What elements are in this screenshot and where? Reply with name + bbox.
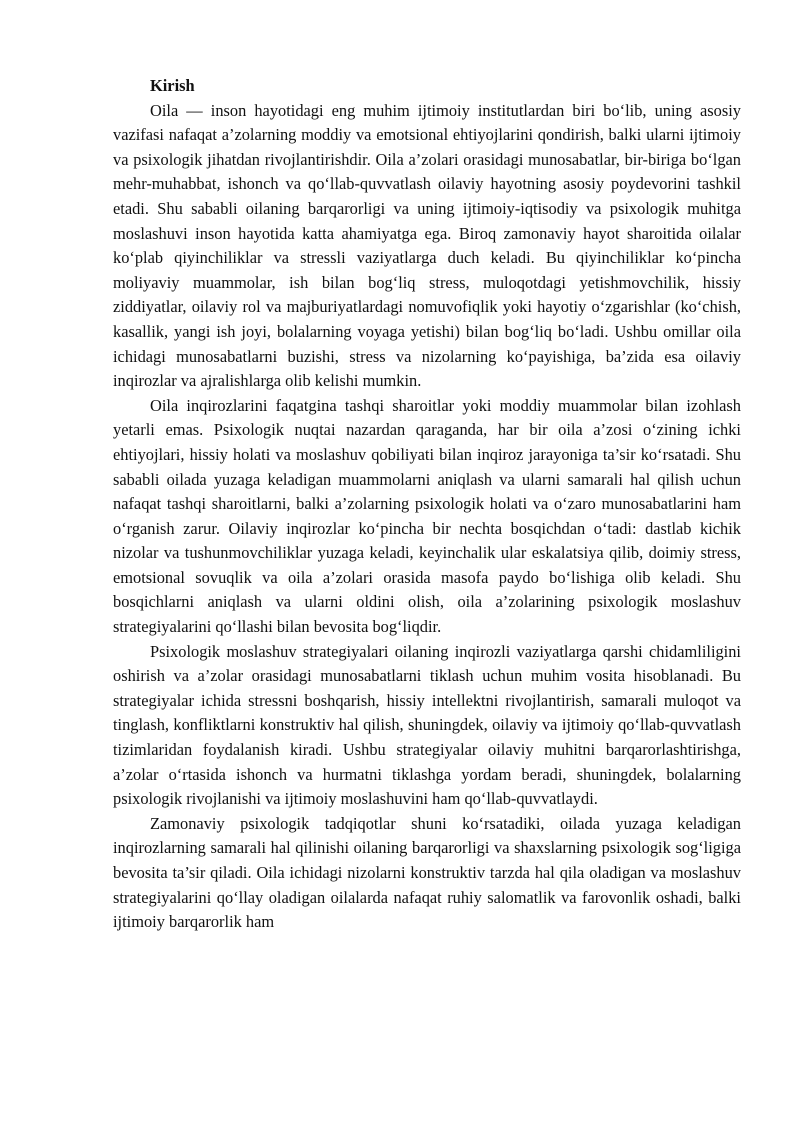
document-page xyxy=(113,74,741,935)
paragraph-2: Oila inqirozlarini faqatgina tashqi sharoitlar yoki moddiy muammolar bilan izohlash yetarli emas. Psixologik nuqtai nazardan qaraganda, har bir oila a’zosi o‘zining ichki ehtiyojlari, hissiy holati va moslashuv qobiliyati bilan inqiroz jarayoniga ta’sir ko‘rsatadi. Shu sababli oilada yuzaga keladigan muammolarni aniqlash va ularni samarali hal qilish uchun nafaqat tashqi sharoitlarni, balki a’zolarning psixologik holati va o‘zaro munosabatlarini ham o‘rganish zarur. Oilaviy inqirozlar ko‘pincha bir nechta bosqichdan o‘tadi: dastlab kichik nizolar va tushunmovchiliklar yuzaga keladi, keyinchalik ular eskalatsiya qilib, doimiy stress, emotsional sovuqlik va oila a’zolari orasida masofa paydo bo‘lishiga olib keladi. Shu bosqichlarni aniqlash va ularni oldini olish, oila a’zolarining psixologik moslashuv strategiyalarini qo‘llashi bilan bevosita bog‘liqdir. xyxy=(113,395,741,637)
paragraph-1: Oila — inson hayotidagi eng muhim ijtimoiy institutlardan biri bo‘lib, uning asosiy vazifasi nafaqat a’zolarning moddiy va emotsional ehtiyojlarini qondirish, balki ularni ijtimoiy va psixologik jihatdan rivojlantirishdir. Oila a’zolari orasidagi munosabatlar, bir-biriga bo‘lgan mehr-muhabbat, ishonch va qo‘llab-quvvatlash oilaviy hayotning asosiy poydevorini tashkil etadi. Shu sababli oilaning barqarorligi va uning ijtimoiy-iqtisodiy va psixologik muhitga moslashuvi inson hayotida katta ahamiyatga ega. Biroq zamonaviy hayot sharoitida oilalar ko‘plab qiyinchiliklar va stressli vaziyatlarga duch keladi. Bu qiyinchiliklar ko‘pincha moliyaviy muammolar, ish bilan bog‘liq stress, muloqotdagi yetishmovchilik, hissiy ziddiyatlar, oilaviy rol va majburiyatlardagi nomuvofiqlik yoki hayotiy o‘zgarishlar (ko‘chish, kasallik, yangi ish joyi, bolalarning voyaga yetishi) bilan bog‘liq bo‘ladi. Ushbu omillar oila ichidagi munosabatlarni buzishi, stress va nizolarning ko‘payishiga, ba’zida esa oilaviy inqirozlar va ajralishlarga olib kelishi mumkin. xyxy=(113,100,741,391)
paragraph-4: Zamonaviy psixologik tadqiqotlar shuni ko‘rsatadiki, oilada yuzaga keladigan inqirozlarning samarali hal qilinishi oilaning barqarorligi va shaxslarning psixologik sog‘ligiga bevosita ta’sir qiladi. Oila ichidagi nizolarni konstruktiv tarzda hal qila oladigan va moslashuv strategiyalarini qo‘llay oladigan oilalarda nafaqat ruhiy salomatlik va farovonlik oshadi, balki ijtimoiy barqarorlik ham xyxy=(113,813,741,932)
section-heading: Kirish xyxy=(150,76,195,95)
paragraph-3: Psixologik moslashuv strategiyalari oilaning inqirozli vaziyatlarga qarshi chidamliligini oshirish va a’zolar orasidagi munosabatlarni tiklash uchun muhim vosita hisoblanadi. Bu strategiyalar ichida stressni boshqarish, hissiy intellektni rivojlantirish, samarali muloqot va tinglash, konfliktlarni konstruktiv hal qilish, shuningdek, oilaviy va ijtimoiy qo‘llab-quvvatlash tizimlaridan foydalanish kiradi. Ushbu strategiyalar oilaviy muhitni barqarorlashtirishga, a’zolar o‘rtasida ishonch va hurmatni tiklashga yordam beradi, shuningdek, bolalarning psixologik rivojlanishi va ijtimoiy moslashuvini ham qo‘llab-quvvatlaydi. xyxy=(113,641,741,809)
